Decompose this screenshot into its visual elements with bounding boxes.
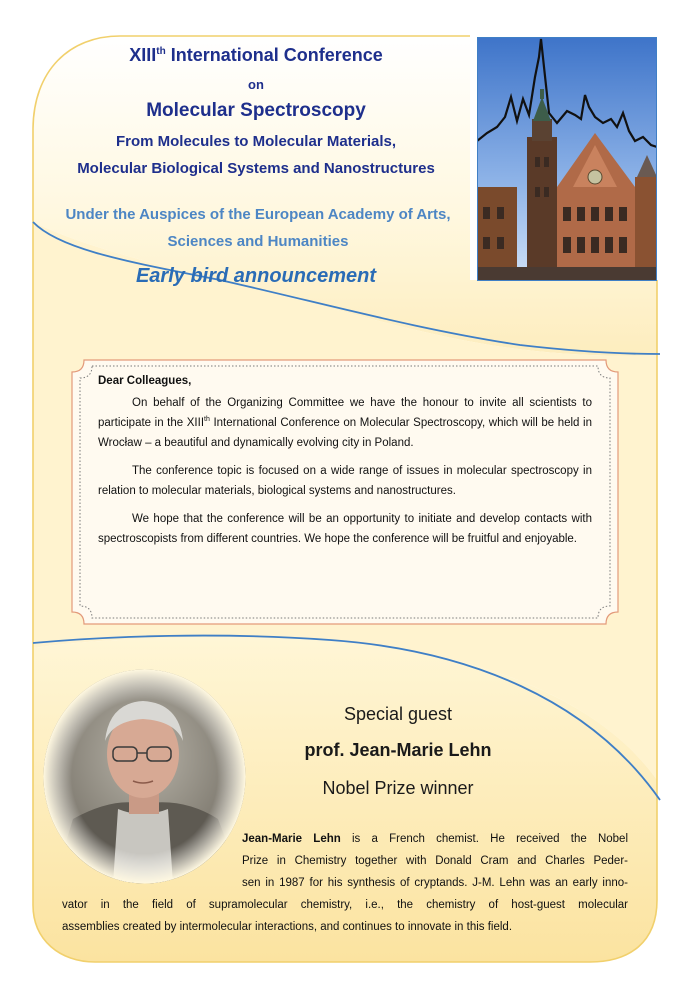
bio-line-5: assemblies created by intermolecular interactions, and continues to innovate in this field. [62, 921, 513, 933]
bio-line-2: Prize in Chemistry together with Donald Cram and Charles Peder- [242, 855, 628, 867]
bio-line-1: Jean-Marie Lehn is a French chemist. He received the Nobel [242, 833, 629, 845]
letter-greeting: Dear Colleagues, [98, 375, 192, 387]
conference-theme-line1: From Molecules to Molecular Materials, [115, 133, 397, 150]
special-guest-title: Nobel Prize winner [322, 778, 474, 798]
guest-biography [62, 828, 628, 938]
letter-paragraph-1: On behalf of the Organizing Committee we have the honour to invite all scientists to participate in the XIIIth International Conference on Molecular Spectroscopy, which will be held in Wrocław – a beautiful and dynamically evolving city in Poland. [98, 397, 592, 449]
special-guest-label: Special guest [343, 704, 453, 724]
auspices-line1: Under the Auspices of the European Academy of Arts, [65, 206, 451, 223]
early-bird-heading: Early bird announcement [135, 265, 377, 287]
special-guest-name: prof. Jean-Marie Lehn [304, 740, 492, 760]
conference-title-line: XIIIth International Conference [129, 45, 383, 65]
bio-line-4: vator in the field of supramolecular chemistry, i.e., the chemistry of host-guest molecular [62, 899, 628, 911]
conference-on: on [248, 77, 264, 92]
letter-paragraph-2: The conference topic is focused on a wide range of issues in molecular spectroscopy in relation to molecular materials, biological systems and nanostructures. [98, 465, 592, 497]
conference-theme-line2: Molecular Biological Systems and Nanostructures [77, 160, 435, 177]
conference-subject: Molecular Spectroscopy [146, 100, 366, 121]
auspices-line2: Sciences and Humanities [167, 233, 349, 250]
bio-line-3: sen in 1987 for his synthesis of cryptands. J-M. Lehn was an early inno- [242, 877, 628, 889]
invitation-letter [98, 371, 592, 557]
auspices-text [30, 201, 486, 255]
wroclaw-town-hall-photo [477, 37, 657, 281]
letter-paragraph-3: We hope that the conference will be an opportunity to initiate and develop contacts with spectroscopists from different countries. We hope the conference will be fruitful and enjoyable. [98, 513, 592, 545]
